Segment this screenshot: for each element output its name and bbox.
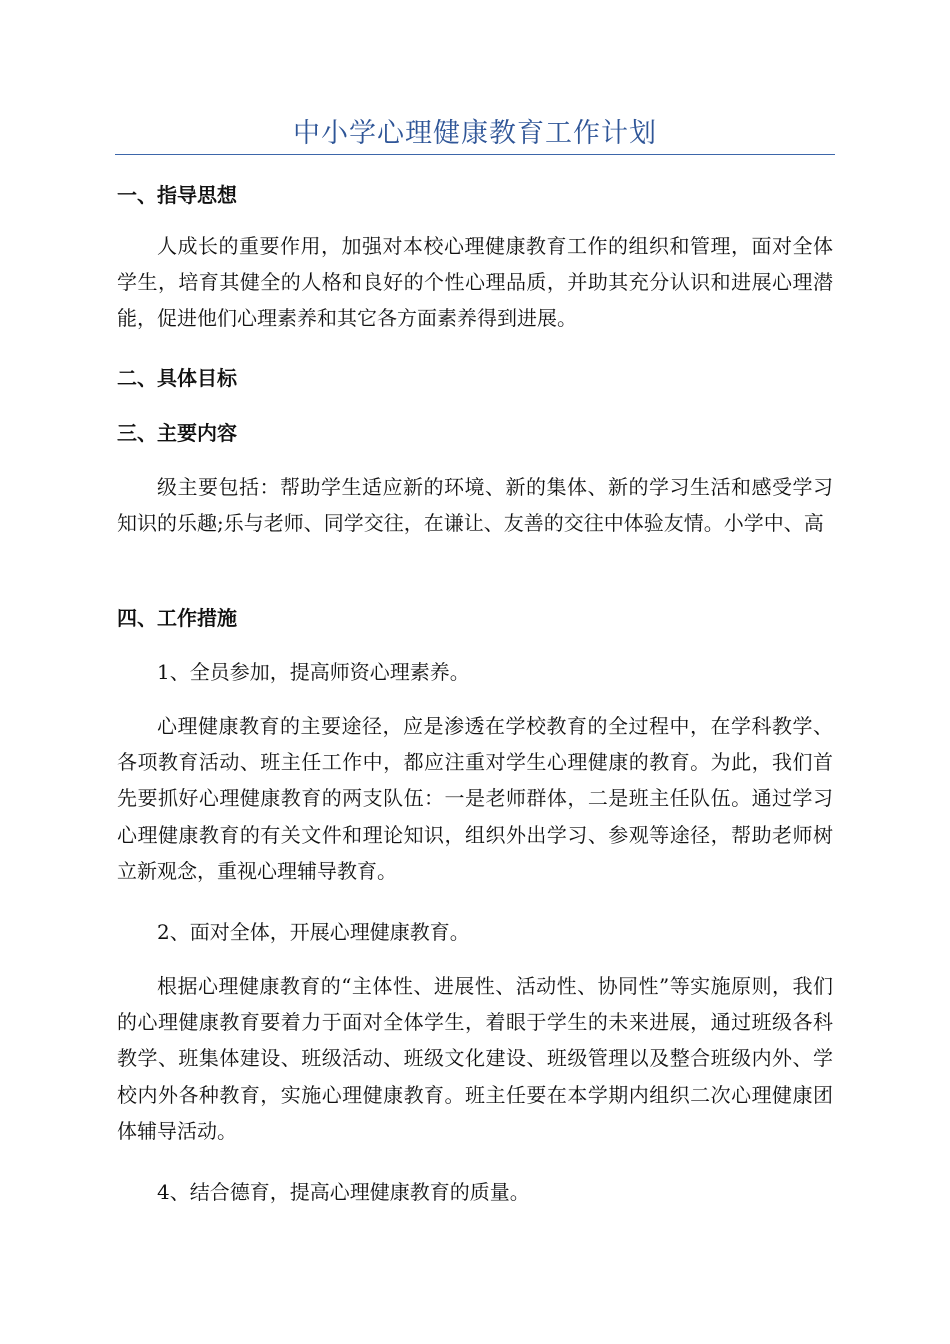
paragraph-guiding-ideology: 人成长的重要作用，加强对本校心理健康教育工作的组织和管理，面对全体学生，培育其健全的人格和良好的个性心理品质，并助其充分认识和进展心理潜能，促进他们心理素养和其它各方面素养得到进展。 [117, 234, 833, 331]
section-heading-main-content: 三、主要内容 [117, 421, 237, 445]
section-heading-guiding-ideology: 一、指导思想 [117, 183, 237, 207]
measure-item-4: 4、结合德育，提高心理健康教育的质量。 [157, 1180, 530, 1204]
measure-item-1: 1、全员参加，提高师资心理素养。 [157, 660, 470, 684]
section-heading-specific-goals: 二、具体目标 [117, 366, 237, 390]
document-title: 中小学心理健康教育工作计划 [293, 118, 657, 149]
paragraph-measure-1-detail: 心理健康教育的主要途径，应是渗透在学校教育的全过程中，在学科教学、各项教育活动、班主任工作中，都应注重对学生心理健康的教育。为此，我们首先要抓好心理健康教育的两支队伍：一是老师群体，二是班主任队伍。通过学习心理健康教育的有关文件和理论知识，组织外出学习、参观等途径，帮助老师树立新观念，重视心理辅导教育。 [117, 714, 833, 883]
measure-item-2: 2、面对全体，开展心理健康教育。 [157, 920, 470, 944]
paragraph-measure-2-detail: 根据心理健康教育的“主体性、进展性、活动性、协同性”等实施原则，我们的心理健康教育要着力于面对全体学生，着眼于学生的未来进展，通过班级各科教学、班集体建设、班级活动、班级文化建设、班级管理以及整合班级内外、学校内外各种教育，实施心理健康教育。班主任要在本学期内组织二次心理健康团体辅导活动。 [117, 974, 833, 1143]
title-underline [115, 154, 835, 155]
section-heading-work-measures: 四、工作措施 [117, 606, 237, 630]
paragraph-main-content: 级主要包括：帮助学生适应新的环境、新的集体、新的学习生活和感受学习知识的乐趣;乐与老师、同学交往，在谦让、友善的交往中体验友情。小学中、高 [117, 475, 833, 536]
